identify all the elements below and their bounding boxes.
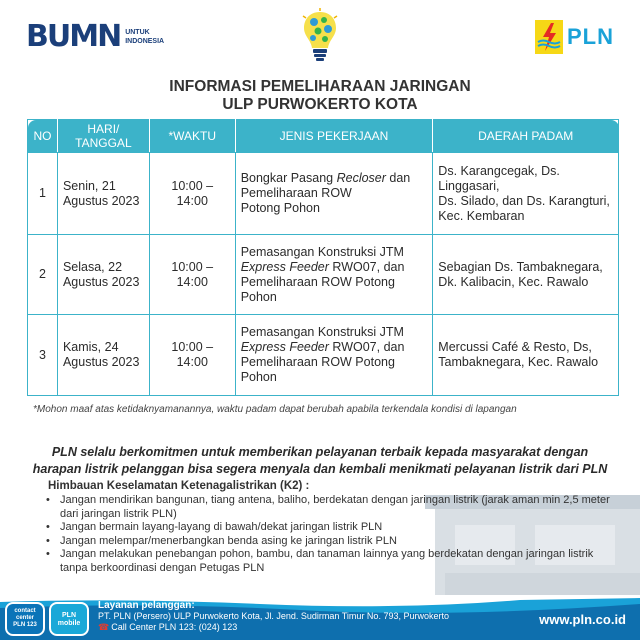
cell-area-line1: Mercussi Café & Resto, Ds, bbox=[438, 340, 592, 354]
footnote: *Mohon maaf atas ketidaknyamanannya, waktu padam dapat berubah apabila terkendala kondisi di lapangan bbox=[33, 404, 517, 415]
list-item: • Jangan bermain layang-layang di bawah/dekat jaringan listrik PLN bbox=[48, 521, 618, 535]
maintenance-table bbox=[27, 119, 619, 396]
pln-mobile-badge bbox=[49, 602, 89, 636]
cell-time: 10:00 – 14:00 bbox=[149, 153, 235, 235]
list-item: • Jangan mendirikan bangunan, tiang antena, baliho, berdekatan dengan jaringan listrik (jarak aman min 2,5 meter dari jaringan listrik PLN) bbox=[48, 494, 618, 521]
cc-line3: PLN 123 bbox=[13, 622, 37, 628]
cell-no: 2 bbox=[28, 235, 58, 315]
header-date bbox=[57, 120, 149, 153]
pln-logo bbox=[535, 20, 614, 54]
cell-work-line2: Pemeliharaan ROW bbox=[240, 186, 352, 200]
cell-no: 1 bbox=[28, 153, 58, 235]
k2-title: Himbauan Keselamatan Ketenagalistrikan (K2) : bbox=[48, 480, 310, 492]
cell-work bbox=[235, 235, 433, 315]
commitment-line1: PLN selalu berkomitmen untuk memberikan pelayanan terbaik kepada masyarakat dengan bbox=[51, 445, 589, 459]
k2-safety-section bbox=[48, 480, 618, 575]
page-subtitle: ULP PURWOKERTO KOTA bbox=[222, 96, 418, 113]
bumn-tagline-line2: INDONESIA bbox=[125, 38, 165, 45]
commitment-line2: harapan listrik pelanggan bisa segera menyala dan kembali menikmati pelayanan listrik dari PLN bbox=[32, 462, 608, 476]
table-row bbox=[28, 153, 619, 235]
cell-area-line2: Dk. Kalibacin, Kec. Rawalo bbox=[438, 274, 589, 289]
cell-work-line1 bbox=[241, 171, 428, 186]
cell-no: 3 bbox=[28, 315, 58, 396]
table-row bbox=[28, 315, 619, 396]
cell-work-line1: Pemasangan Konstruksi JTM bbox=[240, 244, 404, 259]
cell-work-line3: Pemeliharaan ROW Potong Pohon bbox=[240, 355, 395, 384]
header-time: *WAKTU bbox=[149, 120, 235, 153]
cell-date bbox=[57, 315, 149, 396]
bumn-tagline bbox=[125, 28, 164, 46]
header-work: JENIS PEKERJAAN bbox=[235, 120, 433, 153]
service-title: Layanan pelanggan: bbox=[98, 600, 195, 611]
cell-date bbox=[57, 235, 149, 315]
cc-line1: contact bbox=[14, 608, 36, 614]
bumn-logo bbox=[26, 19, 165, 54]
service-phone-row bbox=[98, 622, 449, 633]
work-text: RWO07, dan bbox=[328, 340, 405, 354]
work-text-italic: Express Feeder bbox=[240, 259, 329, 274]
work-text: Bongkar Pasang bbox=[240, 171, 337, 185]
contact-center-badge bbox=[5, 602, 45, 636]
cell-work-line3: Potong Pohon bbox=[240, 201, 320, 215]
cc-line2: center bbox=[15, 615, 34, 621]
cell-area-line2: Ds. Silado, dan Ds. Karangturi, bbox=[438, 193, 610, 208]
cell-area-line3: Kec. Kembaran bbox=[438, 208, 525, 223]
pln-lightning-icon bbox=[535, 20, 563, 54]
cell-work-line1: Pemasangan Konstruksi JTM bbox=[240, 325, 404, 339]
service-address: PT. PLN (Persero) ULP Purwokerto Kota, Jl. Jend. Sudirman Timur No. 793, Purwokerto bbox=[98, 611, 449, 621]
cell-area-line2: Tambaknegara, Kec. Rawalo bbox=[438, 355, 599, 369]
mobile-line1: PLN bbox=[62, 612, 76, 619]
service-phone: Call Center PLN 123: (024) 123 bbox=[111, 622, 238, 632]
list-item: • Jangan melakukan penebangan pohon, bambu, dan tanaman lainnya yang berdekatan dengan jaringan listrik tanpa berkoordinasi dengan Petugas PLN bbox=[48, 548, 618, 575]
website-link[interactable]: www.pln.co.id bbox=[539, 612, 626, 627]
work-text-italic: Express Feeder bbox=[240, 340, 329, 354]
cell-work-line3: Pemeliharaan ROW Potong Pohon bbox=[240, 274, 395, 304]
cell-date-line2: Agustus 2023 bbox=[62, 193, 140, 208]
page-title: INFORMASI PEMELIHARAAN JARINGAN bbox=[169, 78, 471, 95]
phone-icon: ☎ bbox=[98, 622, 110, 632]
lightbulb-icon bbox=[300, 8, 340, 64]
cell-time: 10:00 – 14:00 bbox=[149, 315, 235, 396]
cell-date-line2: Agustus 2023 bbox=[62, 355, 140, 369]
mobile-line2: mobile bbox=[57, 620, 81, 627]
work-text: RWO07, dan bbox=[328, 259, 405, 274]
cell-date bbox=[57, 153, 149, 235]
bumn-wordmark: BUMN bbox=[26, 19, 121, 54]
commitment-statement bbox=[0, 444, 640, 478]
cell-area bbox=[433, 153, 619, 235]
cell-date-line2: Agustus 2023 bbox=[62, 274, 140, 289]
cell-date-line1: Selasa, 22 bbox=[62, 259, 123, 274]
list-item: • Jangan melempar/menerbangkan benda asing ke jaringan listrik PLN bbox=[48, 535, 618, 549]
customer-service-info bbox=[98, 600, 449, 633]
cell-work-line2 bbox=[241, 340, 428, 355]
work-text-italic: Recloser bbox=[336, 171, 386, 185]
header-area: DAERAH PADAM bbox=[433, 120, 619, 153]
pln-wordmark: PLN bbox=[567, 24, 614, 49]
cell-date-line1: Senin, 21 bbox=[62, 178, 116, 193]
cell-work bbox=[235, 153, 433, 235]
cell-area-line1: Sebagian Ds. Tambaknegara, bbox=[438, 259, 603, 274]
table-header-row bbox=[28, 120, 619, 153]
cell-time: 10:00 – 14:00 bbox=[149, 235, 235, 315]
bumn-tagline-line1: UNTUK bbox=[125, 29, 150, 36]
cell-work-line2 bbox=[241, 260, 428, 275]
header-date-line2: TANGGAL bbox=[75, 136, 132, 150]
work-text: dan bbox=[385, 171, 411, 185]
k2-list bbox=[48, 494, 618, 575]
cell-area bbox=[433, 235, 619, 315]
cell-area-line1: Ds. Karangcegak, Ds. Linggasari, bbox=[438, 163, 560, 193]
header-no: NO bbox=[28, 120, 58, 153]
cell-work bbox=[235, 315, 433, 396]
header bbox=[0, 0, 640, 70]
cell-date-line1: Kamis, 24 bbox=[62, 340, 119, 354]
header-date-line1: HARI/ bbox=[87, 122, 120, 136]
cell-area bbox=[433, 315, 619, 396]
table-row bbox=[28, 235, 619, 315]
